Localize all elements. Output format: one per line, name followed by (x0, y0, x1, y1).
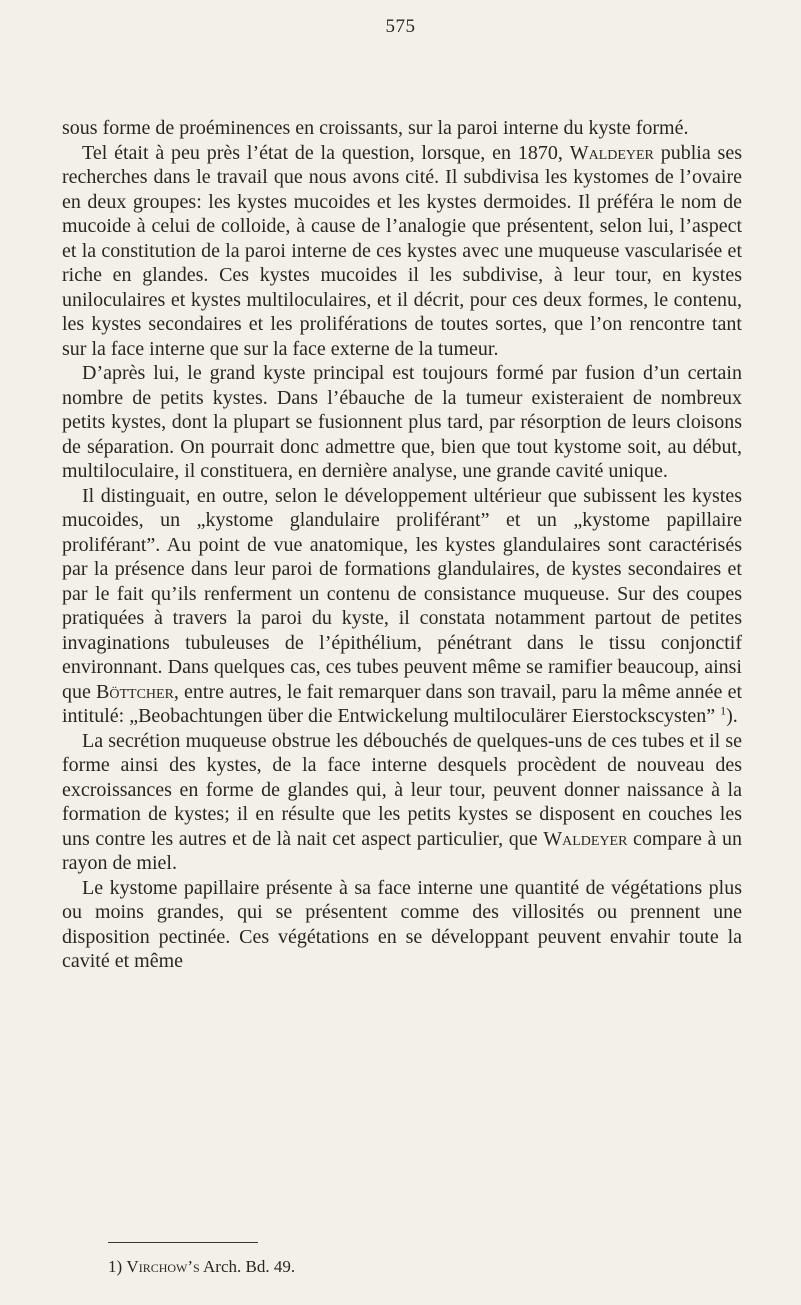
text-segment: D’après lui, le grand kyste principal est toujours formé par fusion d’un certain nombre de petits kystes. Dans l’ébauche de la tumeur existeraient de nombreux petits kystes, dont la plupart se fusionnent plus tard, par résorption de leurs cloisons de séparation. On pourrait donc admettre que, bien que tout kystome soit, au début, multiloculaire, il constituera, en dernière analyse, une grande cavité unique. (62, 362, 742, 482)
paragraph-p5 (62, 729, 742, 876)
text-segment: Tel était à peu près l’état de la question, lorsque, en 1870, (82, 141, 570, 164)
footnote-reference: 1 (720, 703, 727, 718)
footnote-marker: 1) (108, 1257, 123, 1276)
text-segment: compare à un rayon de miel. (62, 827, 742, 874)
text-segment: ). (726, 705, 738, 727)
footnote (108, 1256, 708, 1278)
page-number: 575 (385, 16, 416, 37)
footnote-rule (108, 1242, 258, 1243)
text-segment: publia ses recherches dans le travail que nous avons cité. Il subdivisa les kystomes de l’ovaire en deux groupes: les kystes mucoides et les kystes dermoides. Il préféra le nom de mucoide à celui de colloide, à cause de l’analogie que présentent, selon lui, l’aspect et la constitution de la paroi interne de ces kystes avec une muqueuse vascularisée et riche en glandes. Ces kystes mucoides il les subdivise, à leur tour, en kystes uniloculaires et kystes multiloculaires, et il décrit, pour ces deux formes, le contenu, les kystes secondaires et les proliférations de toutes sortes, que l’on rencontre tant sur la face interne que sur la face externe de la tumeur. (62, 141, 742, 360)
text-segment: Le kystome papillaire présente à sa face interne une quantité de végétations plus ou moins grandes, qui se présentent comme des villosités ou prennent une disposition pectinée. Ces végétations en se développant peuvent envahir toute la cavité et même (62, 876, 742, 972)
author-name: Waldeyer (543, 827, 628, 850)
text-segment: Il distinguait, en outre, selon le développement ultérieur que subissent les kystes mucoides, un „kystome glandulaire proliférant” et un „kystome papillaire proliférant”. Au point de vue anatomique, les kystes glandulaires sont caractérisés par la présence dans leur paroi de formations glandulaires, de kystes secondaires et par le fait qu’ils renferment un contenu de consistance muqueuse. Sur des coupes pratiquées à travers la paroi du kyste, il constata notamment partout de petites invaginations tubuleuses de l’épithélium, pénétrant dans le tissu conjonctif environnant. Dans quelques cas, ces tubes peuvent même se ramifier beaucoup, ainsi que (62, 484, 742, 703)
footnote-text: Arch. Bd. 49. (199, 1257, 296, 1276)
paragraph-p6 (62, 876, 742, 974)
body-text (62, 116, 742, 974)
paragraph-p4 (62, 484, 742, 729)
text-segment: La secrétion muqueuse obstrue les débouchés de quelques-uns de ces tubes et il se forme ainsi des kystes, de la face interne desquels procèdent de nouveau des excroissances en forme de glandes qui, à leur tour, peuvent donner naissance à la formation de kystes; il en résulte que les petits kystes se disposent en couches les uns contre les autres et de là nait cet aspect particulier, que (62, 729, 742, 850)
paragraph-p2 (62, 141, 742, 362)
text-segment: sous forme de proéminences en croissants, sur la paroi interne du kyste formé. (62, 117, 689, 139)
author-name: Böttcher (96, 680, 174, 703)
author-name: Waldeyer (569, 141, 654, 164)
paragraph-p1 (62, 116, 742, 141)
footnote-author: Virchow’s (126, 1257, 200, 1276)
paragraph-p3 (62, 361, 742, 484)
text-segment: , entre autres, le fait remarquer dans son travail, paru la même année et intitulé: „Beobachtungen über die Entwickelung multiloculärer Eierstockscysten” (62, 680, 742, 727)
